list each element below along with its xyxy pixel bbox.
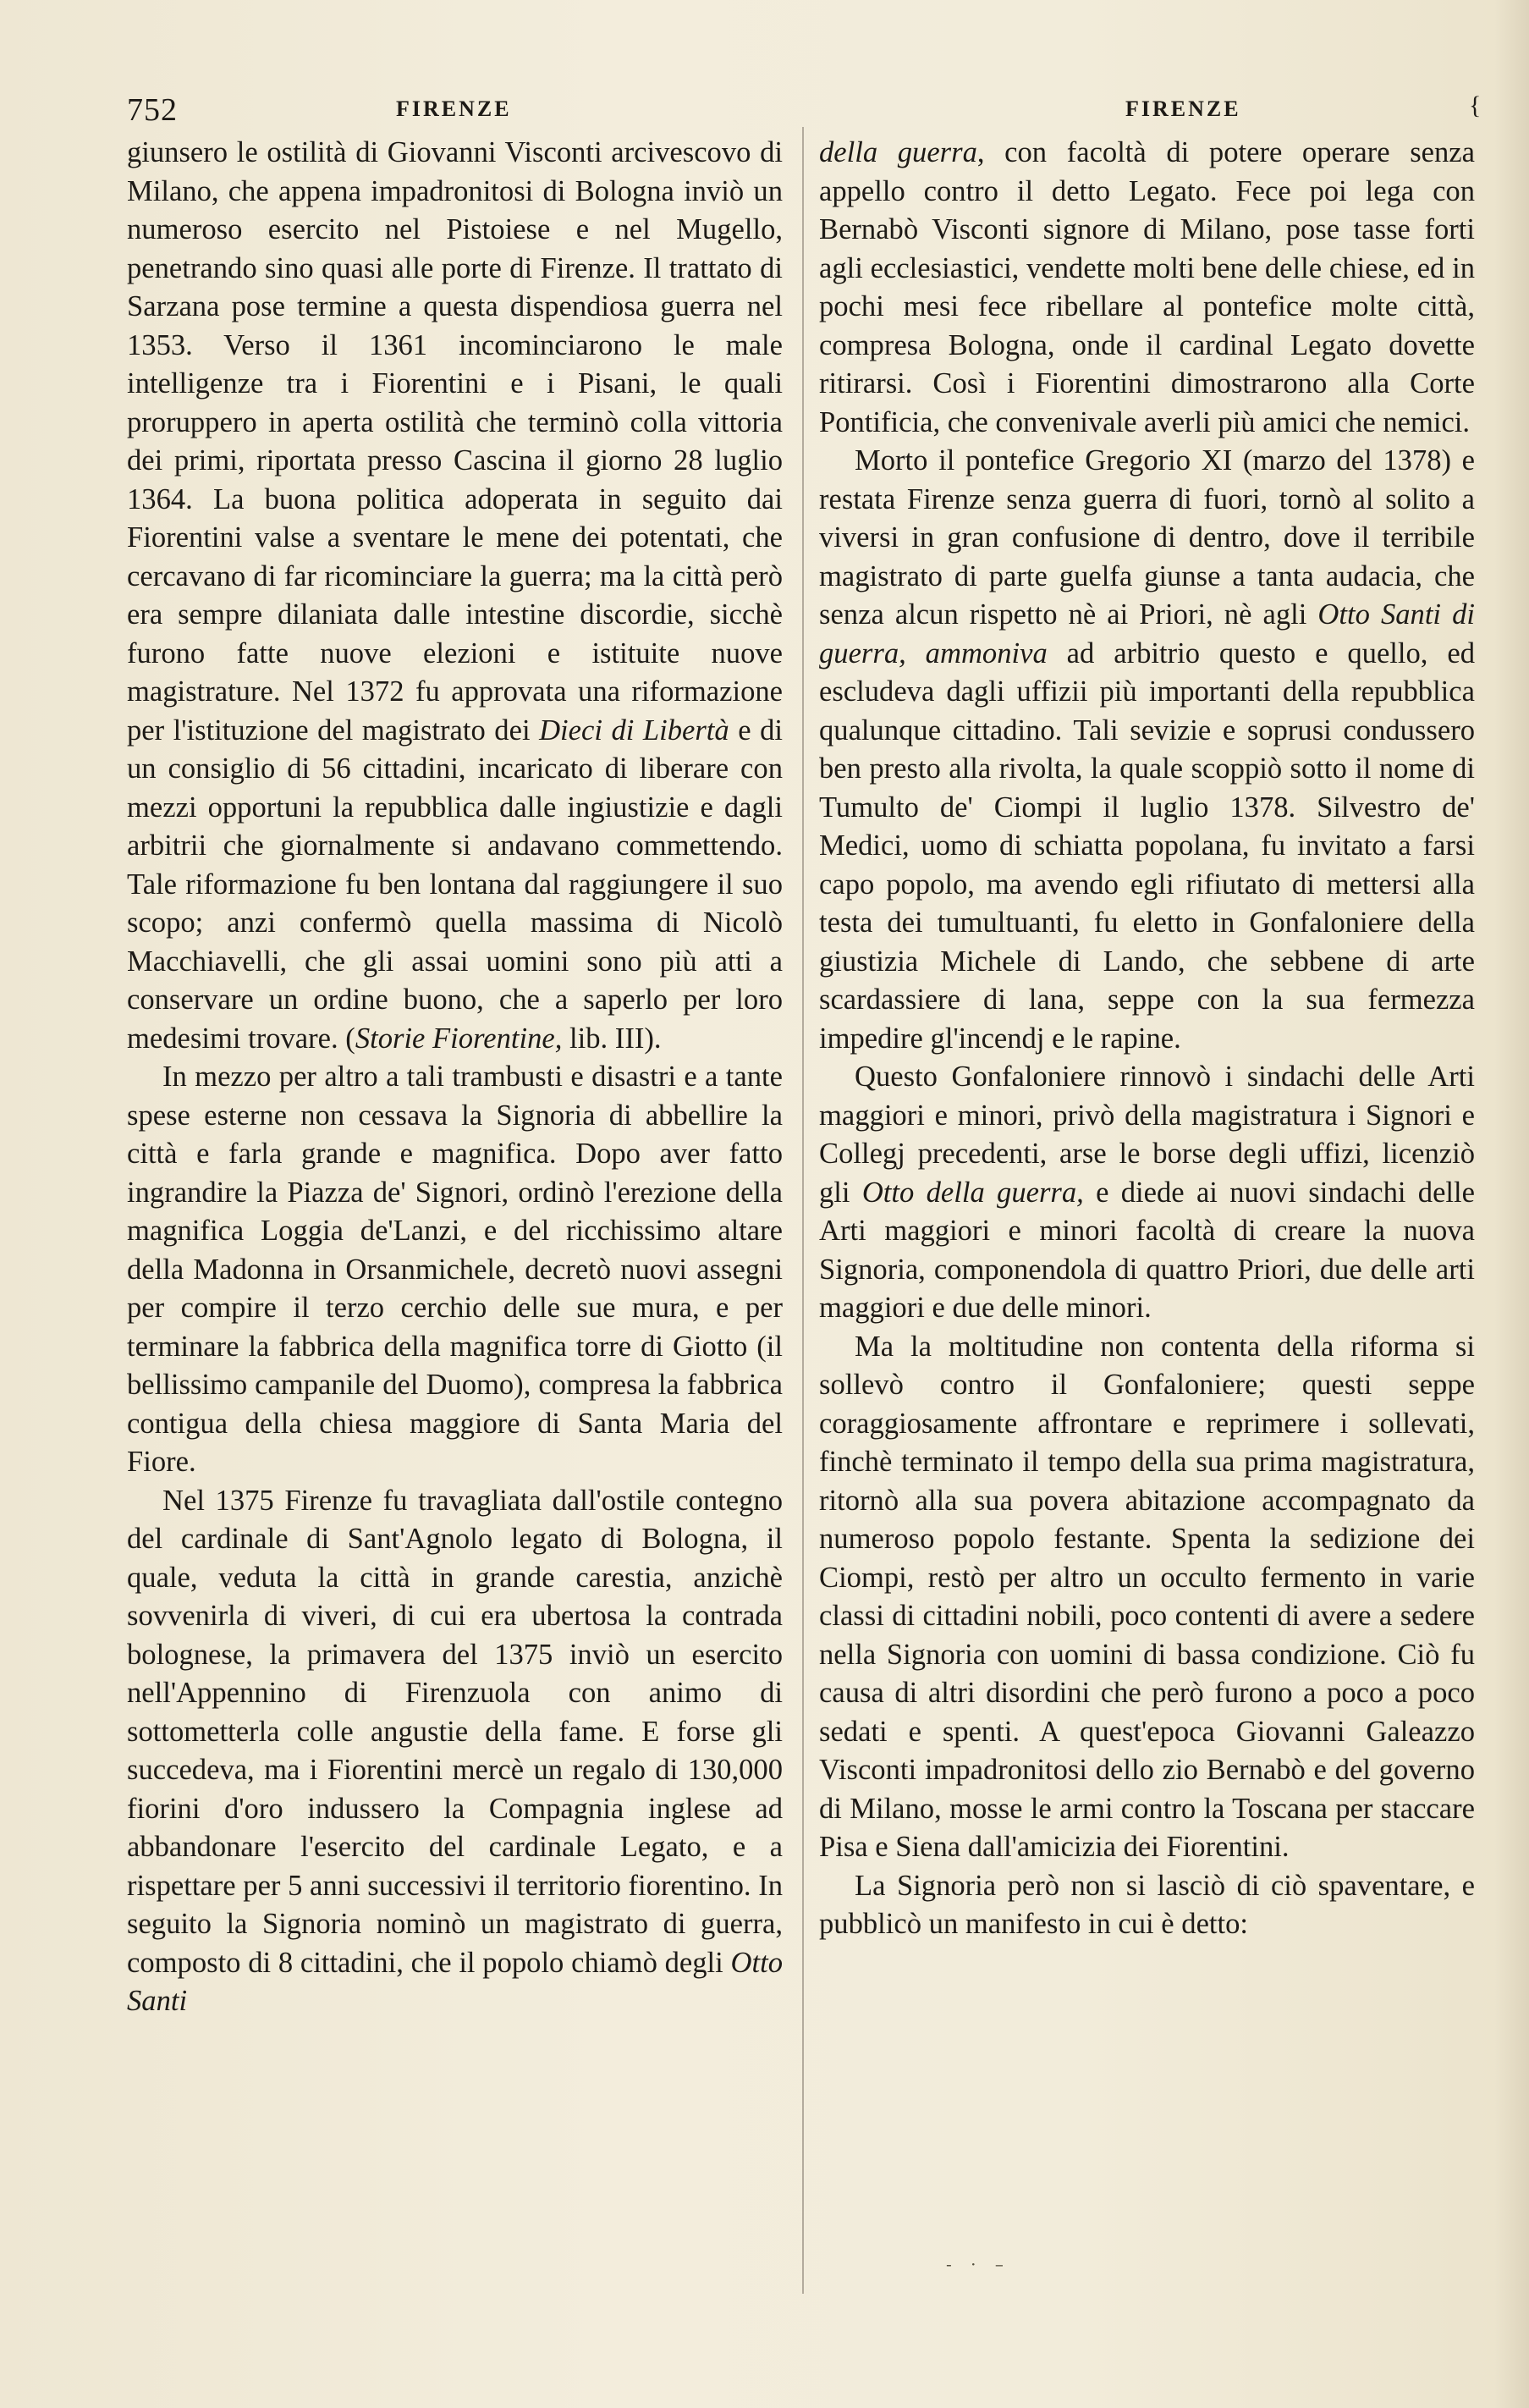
italic-text: Otto della guerra, (861, 1176, 1084, 1209)
paragraph (819, 134, 1475, 442)
text-run: Questo Gonfaloniere rinnovò i sindachi delle Arti maggiori e minori, privò della magistratura i Signori e Collegj precedenti, arse le borse degli uffizi, licenziò gli (819, 1061, 1475, 1209)
paragraph (127, 1058, 783, 1482)
italic-text: Storie Fiorentine, (355, 1022, 563, 1055)
paragraph (819, 1867, 1475, 1944)
text-run: Nel 1375 Firenze fu travagliata dall'ostile contegno del cardinale di Sant'Agnolo legato di Bologna, il quale, veduta la città in grande carestia, anzichè sovvenirla di viveri, di cui era ubertosa la contrada bolognese, la primavera del 1375 inviò un esercito nell'Appennino di Firenzuola con animo di sottometterla colle angustie della fame. E forse gli succedeva, ma i Fiorentini mercè un regalo di 130,000 fiorini d'oro indussero la Compagnia inglese ad abbandonare l'esercito del cardinale Legato, e a rispettare per 5 anni successivi il territorio fiorentino. In seguito la Signoria nominò un magistrato di guerra, composto di 8 cittadini, che il popolo chiamò degli (127, 1484, 783, 1979)
italic-text: della guerra (819, 136, 977, 168)
running-head-left: FIRENZE (396, 96, 512, 121)
text-run: e diede ai nuovi sindachi delle Arti maggiori e minori facoltà di creare la nuova Signoria, componendola di quattro Priori, due delle arti maggiori e due delle minori. (819, 1176, 1475, 1324)
page-edge-shadow (1495, 0, 1529, 2408)
paragraph (819, 1058, 1475, 1328)
running-head-right: FIRENZE (1125, 96, 1241, 121)
column-divider (802, 127, 804, 2294)
text-run: Morto il pontefice Gregorio XI (marzo del 1378) e restata Firenze senza guerra di fuori, tornò al solito a viversi in gran confusione di dentro, dove il terribile magistrato di parte guelfa giunse a tanta audacia, che senza alcun rispetto nè ai Priori, nè agli (819, 444, 1475, 631)
left-column (127, 134, 783, 2021)
text-run: e di un consiglio di 56 cittadini, incaricato di liberare con mezzi opportuni la repubblica dalle ingiustizie e dagli arbitrii che giornalmente si andavano commettendo. Tale riformazione fu ben lontana dal raggiungere il suo scopo; anzi confermò quella massima di Nicolò Macchiavelli, che gli assai uomini sono più atti a conservare un ordine buono, che a saperlo per loro medesimi trovare. ( (127, 714, 783, 1055)
italic-text: Dieci di Libertà (539, 714, 729, 747)
paragraph (127, 1482, 783, 2021)
footer-mark: - · – (946, 2254, 1010, 2274)
paragraph (819, 1328, 1475, 1867)
text-run: ad arbitrio questo e quello, ed escludeva dagli uffizii più importanti della repubblica qualunque cittadino. Tali sevizie e soprusi condussero ben presto alla rivolta, la quale scoppiò sotto il nome di Tumulto de' Ciompi il luglio 1378. Silvestro de' Medici, uomo di schiatta popolana, fu invitato a farsi capo popolo, ma avendo egli rifiutato di mettersi alla testa dei tumultuanti, fu eletto in Gonfaloniere della giustizia Michele di Lando, che sebbene di arte scardassiere di lana, seppe con la sua fermezza impedire gl'incendj e le rapine. (819, 636, 1475, 1055)
italic-text: Otto Santi (127, 1946, 783, 2017)
italic-text: Otto Santi di guerra, ammoniva (819, 598, 1475, 670)
text-run: lib. III). (562, 1022, 662, 1055)
text-run: , con facoltà di potere operare senza appello contro il detto Legato. Fece poi lega con Bernabò Visconti signore di Milano, pose tasse forti agli ecclesiastici, vendette molti bene delle chiese, ed in pochi mesi fece ribellare al pontefice molte città, compresa Bologna, onde il cardinal Legato dovette ritirarsi. Così i Fiorentini dimostrarono alla Corte Pontificia, che convenivale averli più amici che nemici. (819, 136, 1475, 438)
paragraph (819, 442, 1475, 1058)
paragraph (127, 134, 783, 1058)
text-run: La Signoria però non si lasciò di ciò spaventare, e pubblicò un manifesto in cui è detto: (819, 1869, 1475, 1940)
page-header (127, 91, 1481, 134)
text-run: giunsero le ostilità di Giovanni Visconti arcivescovo di Milano, che appena impadronitosi di Bologna inviò un numeroso esercito nel Pistoiese e nel Mugello, penetrando sino quasi alle porte di Firenze. Il trattato di Sarzana pose termine a questa dispendiosa guerra nel 1353. Verso il 1361 incominciarono le male intelligenze tra i Fiorentini e i Pisani, le quali proruppero in aperta ostilità che terminò colla vittoria dei primi, riportata presso Cascina il giorno 28 luglio 1364. La buona politica adoperata in seguito dai Fiorentini valse a sventare le mene dei potentati, che cercavano di far ricominciare la guerra; ma la città però era sempre dilaniata dalle intestine discordie, sicchè furono fatte nuove elezioni e istituite nuove magistrature. Nel 1372 fu approvata una riformazione per l'istituzione del magistrato dei (127, 136, 783, 747)
right-column (819, 134, 1475, 1944)
page-number: 752 (127, 92, 178, 128)
text-run: Ma la moltitudine non contenta della riforma si sollevò contro il Gonfaloniere; questi seppe coraggiosamente affrontare e reprimere i sollevati, finchè terminato il tempo della sua prima magistratura, ritornò alla sua povera abitazione accompagnato da numeroso popolo festante. Spenta la sedizione dei Ciompi, restò per altro un occulto fermento in varie classi di cittadini nobili, poco contenti di avere a sedere nella Signoria con uomini di bassa condizione. Ciò fu causa di altri disordini che però furono a poco a poco sedati e spenti. A quest'epoca Giovanni Galeazzo Visconti impadronitosi dello zio Bernabò e del governo di Milano, mosse le armi contro la Toscana per staccare Pisa e Siena dall'amicizia dei Fiorentini. (819, 1330, 1475, 1863)
text-run: In mezzo per altro a tali trambusti e disastri e a tante spese esterne non cessava la Signoria di abbellire la città e farla grande e magnifica. Dopo aver fatto ingrandire la Piazza de' Signori, ordinò l'erezione della magnifica Loggia de'Lanzi, e del ricchissimo altare della Madonna in Orsanmichele, decretò nuovi assegni per compire il terzo cerchio delle sue mura, e per terminare la fabbrica della magnifica torre di Giotto (il bellissimo campanile del Duomo), compresa la fabbrica contigua della chiesa maggiore di Santa Maria del Fiore. (127, 1061, 783, 1478)
corner-mark: { (1469, 91, 1482, 119)
